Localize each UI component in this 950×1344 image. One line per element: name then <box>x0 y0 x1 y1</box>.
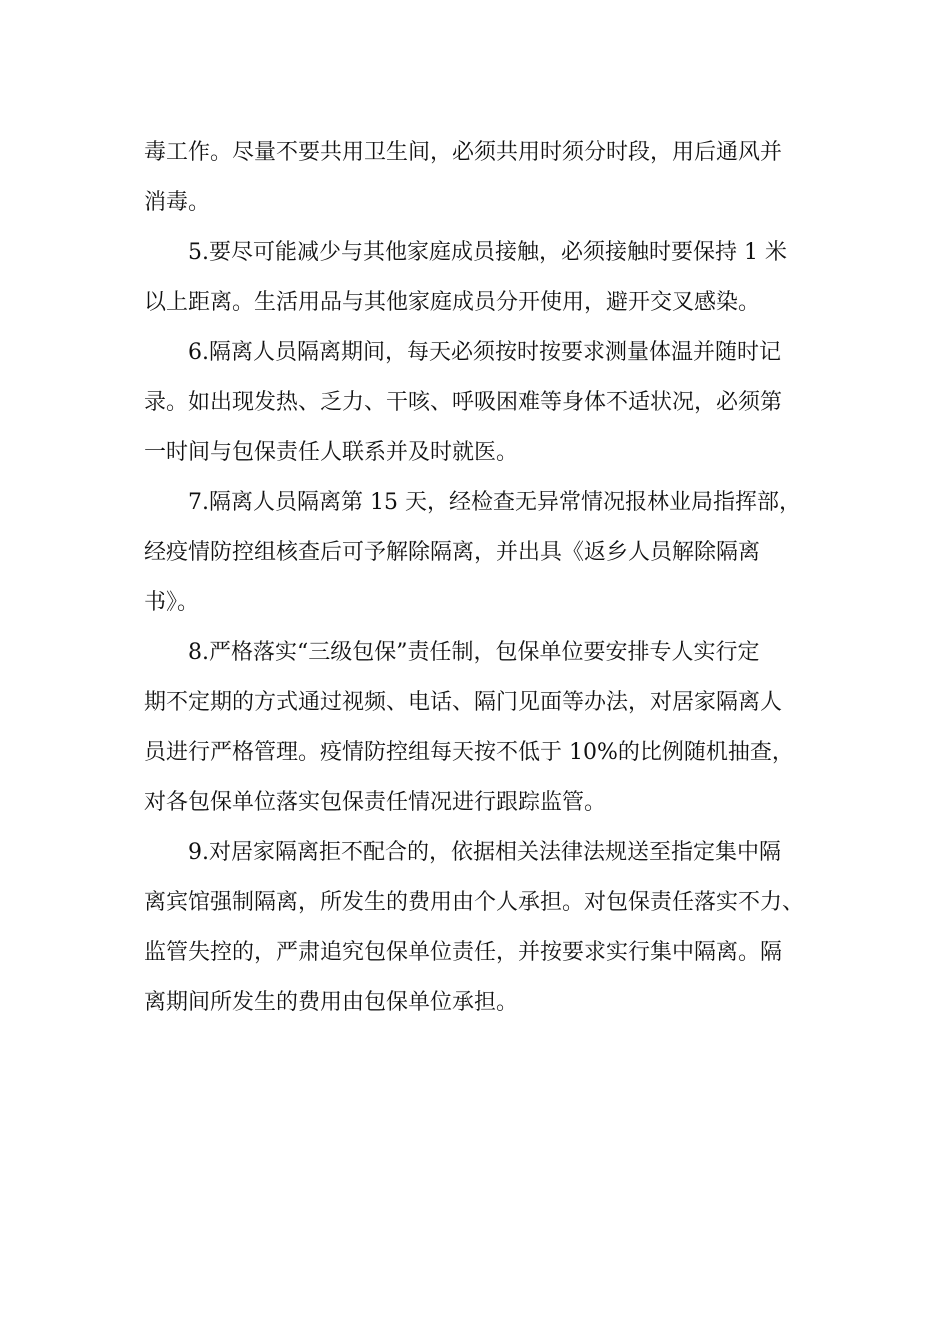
text-line: 消毒。 <box>144 190 211 215</box>
text-line: 书》。 <box>144 590 200 615</box>
text-line: 员进行严格管理。疫情防控组每天按不低于 10%的比例随机抽查， <box>144 740 794 765</box>
text-line: 离宾馆强制隔离，所发生的费用由个人承担。对包保责任落实不力、 <box>144 890 805 915</box>
paragraph-5-line: 5.要尽可能减少与其他家庭成员接触，必须接触时要保持 1 米 <box>188 240 787 265</box>
paragraph-7-line: 7.隔离人员隔离第 15 天，经检查无异常情况报林业局指挥部， <box>188 490 801 515</box>
text-line: 一时间与包保责任人联系并及时就医。 <box>144 440 519 465</box>
text-line: 监管失控的，严肃追究包保单位责任，并按要求实行集中隔离。隔 <box>144 940 783 965</box>
text-line: 经疫情防控组核查后可予解除隔离，并出具《返乡人员解除隔离 <box>144 540 761 565</box>
text-line: 对各包保单位落实包保责任情况进行跟踪监管。 <box>144 790 607 815</box>
paragraph-8-line: 8.严格落实“三级包保”责任制，包保单位要安排专人实行定 <box>188 640 760 665</box>
text-line: 以上距离。生活用品与其他家庭成员分开使用，避开交叉感染。 <box>144 290 761 315</box>
paragraph-6-line: 6.隔离人员隔离期间，每天必须按时按要求测量体温并随时记 <box>188 340 781 365</box>
text-line: 期不定期的方式通过视频、电话、隔门见面等办法，对居家隔离人 <box>144 690 783 715</box>
text-line: 毒工作。尽量不要共用卫生间，必须共用时须分时段，用后通风并 <box>144 140 783 165</box>
paragraph-9-line: 9.对居家隔离拒不配合的，依据相关法律法规送至指定集中隔 <box>188 840 781 865</box>
text-line: 录。如出现发热、乏力、干咳、呼吸困难等身体不适状况，必须第 <box>144 390 783 415</box>
text-line: 离期间所发生的费用由包保单位承担。 <box>144 990 519 1015</box>
